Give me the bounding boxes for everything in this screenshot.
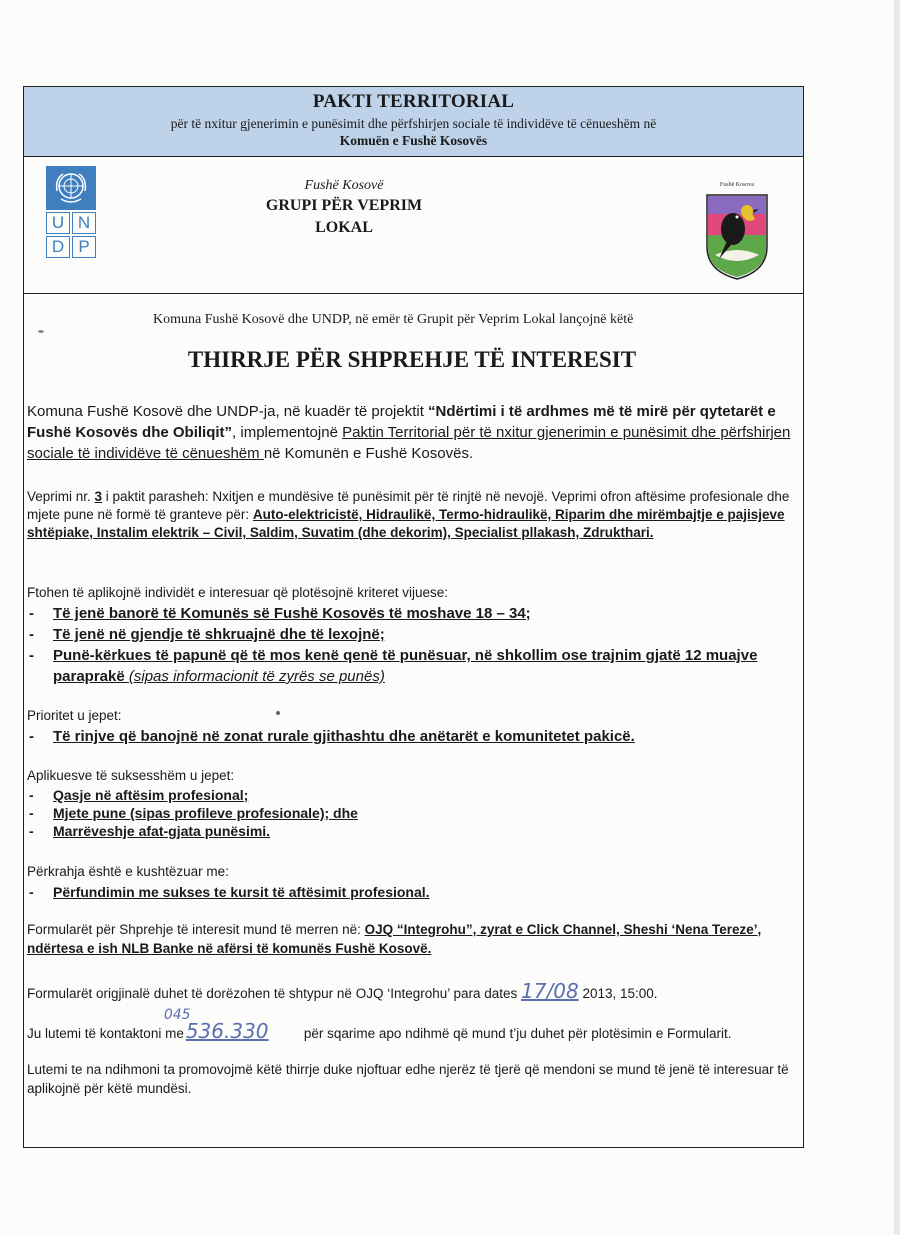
list-item-text: Punë-kërkues të papunë që të mos kenë qenë të punësuar, në shkollim ose trajnim gjatë 12 muajve paraprakë: [53, 647, 758, 685]
list-item: [27, 822, 807, 840]
priority-list: [27, 726, 807, 747]
para1-text: , implementojnë: [232, 424, 343, 441]
list-item-text: Qasje në aftësim profesional;: [53, 787, 249, 803]
list-item-text: Të jenë banorë të Komunës së Fushë Kosovës të moshave 18 – 34;: [53, 605, 531, 622]
group-title-line1: GRUPI PËR VEPRIM: [265, 197, 423, 214]
list-item-text: Të jenë në gjendje të shkruajnë dhe të lexojnë;: [53, 626, 385, 643]
list-item: [27, 726, 807, 747]
intro-line: Komuna Fushë Kosovë dhe UNDP, në emër të Grupit për Veprim Lokal lançojnë këtë: [153, 312, 634, 327]
handwritten-date: 17/08: [521, 979, 579, 1003]
un-emblem-icon: [46, 166, 96, 210]
para2-text: i paktit parasheh: Nxitjen e mundësive të punësimit për të rinjtë në nevojë. Veprimi ofron aftësime profesionale dhe mjete pune në formë të granteve për:: [27, 489, 790, 522]
handwritten-prefix: 045: [163, 1007, 191, 1023]
banner-title: PAKTI TERRITORIAL: [312, 91, 515, 112]
city-name: Fushë Kosovë: [304, 178, 384, 193]
action-number: 3: [94, 489, 103, 504]
undp-letter: U: [46, 212, 70, 234]
banner: [24, 87, 803, 157]
deadline-text: Formularët origjinalë duhet të dorëzohen të shtypur në OJQ ‘Integrohu’ para dates: [27, 986, 522, 1001]
list-item-note: (sipas informacionit të zyrës se punës): [128, 668, 385, 685]
list-item: [27, 883, 807, 901]
deadline-text: 2013, 15:00.: [578, 986, 658, 1001]
undp-letter: N: [72, 212, 96, 234]
pact-name: Paktin Territorial për të nxitur gjenerimin e punësimit dhe përfshirjen sociale të individëve të cënueshëm: [27, 424, 791, 462]
scan-speck: [276, 711, 280, 715]
priority-heading: Prioritet u jepet:: [27, 708, 122, 723]
undp-logo: [46, 166, 96, 258]
paragraph-deadline: [27, 979, 797, 1003]
svg-text:Fushë Kosova: Fushë Kosova: [719, 182, 755, 188]
support-heading: Përkrahja është e kushtëzuar me:: [27, 864, 229, 879]
list-item: [27, 603, 807, 624]
support-list: [27, 883, 807, 901]
municipality-crest-icon: [701, 169, 773, 281]
successful-heading: Aplikuesve të suksesshëm u jepet:: [27, 768, 235, 783]
para1-text: në Komunën e Fushë Kosovës.: [263, 445, 474, 462]
paragraph-contact: [27, 1007, 797, 1043]
para1-text: Komuna Fushë Kosovë dhe UNDP-ja, në kuadër të projektit: [27, 403, 429, 420]
criteria-heading: Ftohen të aplikojnë individët e interesuar që plotësojnë kriteret vijuese:: [27, 585, 448, 600]
contact-text: Ju lutemi të kontaktoni me: [27, 1026, 184, 1041]
paragraph-forms: [27, 920, 797, 958]
list-item: [27, 624, 807, 645]
list-item-text: Përfundimin me sukses te kursit të aftësimit profesional.: [53, 884, 430, 900]
forms-locations: OJQ “Integrohu”, zyrat e Click Channel, Sheshi ‘Nena Tereze’, ndërtesa e ish NLB Banke në afërsi të komunës Fushë Kosovë.: [27, 922, 762, 956]
list-item: [27, 804, 807, 822]
document-title: THIRRJE PËR SHPREHJE TË INTERESIT: [187, 347, 637, 372]
list-item: [27, 786, 807, 804]
criteria-list: [27, 603, 807, 687]
banner-subtitle: për të nxitur gjenerimin e punësimit dhe përfshirjen sociale të individëve të cënueshëm në: [170, 116, 657, 131]
list-item: [27, 645, 807, 687]
undp-letter: D: [46, 236, 70, 258]
successful-list: [27, 786, 807, 840]
group-title-line2: LOKAL: [315, 219, 373, 236]
contact-text: për sqarime apo ndihmë që mund t’ju duhet për plotësimin e Formularit.: [303, 1026, 732, 1041]
para2-text: Veprimi nr.: [27, 489, 95, 504]
scan-speck: [38, 330, 44, 333]
handwritten-phone: 536.330: [185, 1019, 269, 1043]
closing-paragraph: Lutemi te na ndihmoni ta promovojmë këtë thirrje duke njoftuar edhe njerëz të tjerë që mendoni se mund të jenë të interesuar të aplikojnë për këtë mundësi.: [27, 1062, 789, 1096]
undp-letter: P: [72, 236, 96, 258]
paragraph-project: [27, 401, 797, 464]
banner-municipality: Komuën e Fushë Kosovës: [339, 133, 488, 148]
project-name: “Ndërtimi i të ardhmes më të mirë për qytetarët e Fushë Kosovës dhe Obiliqit”: [27, 403, 776, 441]
header: [24, 156, 803, 294]
list-item-text: Mjete pune (sipas profileve profesionale); dhe: [53, 805, 358, 821]
list-item-text: Marrëveshje afat-gjata punësimi.: [53, 823, 271, 839]
trade-list: Auto-elektricistë, Hidraulikë, Termo-hidraulikë, Riparim dhe mirëmbajtje e pajisjeve shtëpiake, Instalim elektrik – Civil, Saldim, Suvatim (dhe dekorim), Specialist pllakash, Zdrukthari.: [27, 507, 785, 540]
group-name: [254, 178, 434, 237]
paragraph-action: [27, 488, 797, 542]
forms-text: Formularët për Shprehje të interesit mund të merren në:: [27, 922, 365, 937]
list-item-text: Të rinjve që banojnë në zonat rurale gjithashtu dhe anëtarët e komunitetet pakicë.: [53, 728, 635, 745]
page-edge: [894, 0, 900, 1235]
